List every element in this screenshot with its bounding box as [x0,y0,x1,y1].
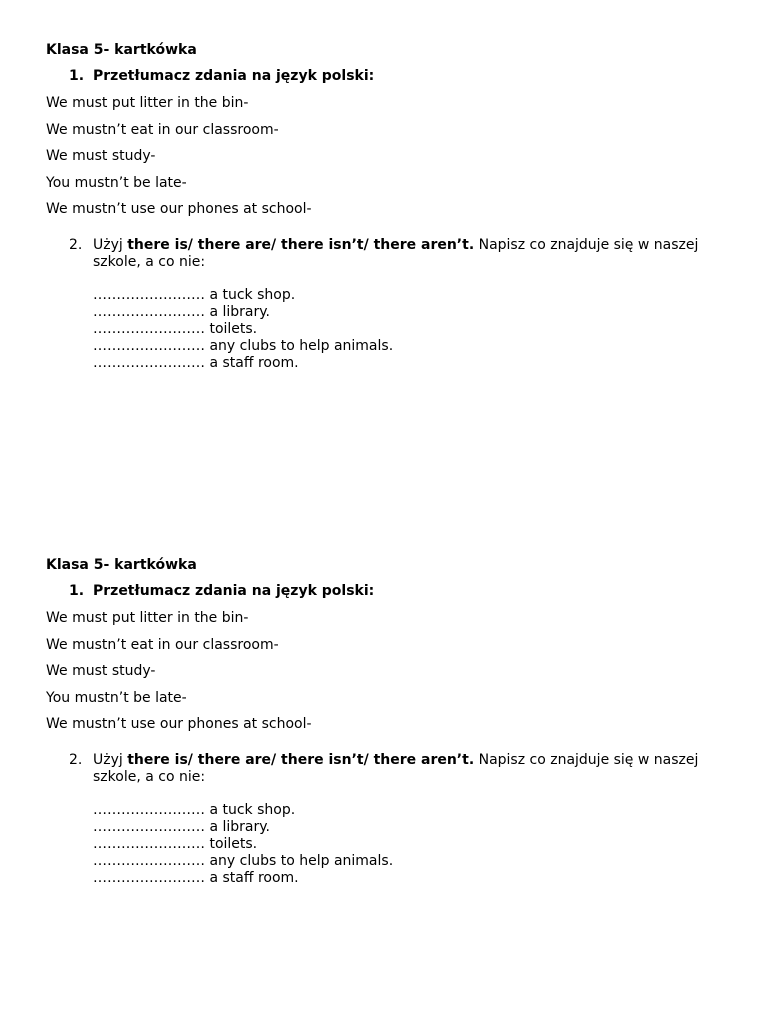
quiz-sheet-bottom [46,557,726,887]
sheet-title: Klasa 5- kartkówka [46,557,197,573]
fill-blank-item: …………………… toilets. [93,321,258,337]
question-2-number: 2. [69,752,83,768]
sheet-title: Klasa 5- kartkówka [46,42,197,58]
fill-blank-item: …………………… a library. [93,819,270,835]
question-1-number: 1. [69,68,85,84]
question-1 [69,68,726,85]
question-2-suffix: Napisz co znajduje się w naszej szkole, a co nie: [93,237,699,270]
question-2-prefix: Użyj [93,752,128,768]
question-2-number: 2. [69,237,83,253]
fill-blank-item: …………………… any clubs to help animals. [93,338,394,354]
quiz-sheet-top [46,42,726,372]
sentence-item: You mustn’t be late- [46,174,187,191]
sentence-item: We mustn’t use our phones at school- [46,201,312,217]
fill-blank-item: …………………… a staff room. [93,355,299,371]
sentence-item: We mustn’t eat in our classroom- [46,121,279,138]
question-2-prompt [93,237,713,271]
fill-blank-item: …………………… a tuck shop. [93,287,296,303]
sentence-item: We mustn’t use our phones at school- [46,716,312,732]
question-1-number: 1. [69,583,85,599]
sentence-item: We must put litter in the bin- [46,610,249,626]
sentence-item: You mustn’t be late- [46,689,187,706]
question-2-prompt [93,752,713,786]
question-2 [69,752,726,786]
sentence-item: We mustn’t eat in our classroom- [46,636,279,653]
question-2-keywords: there is/ there are/ there isn’t/ there aren’t. [127,237,475,253]
sentence-item: We must study- [46,148,156,164]
fill-blank-list [93,802,726,887]
fill-blank-item: …………………… a staff room. [93,870,299,886]
question-2-suffix: Napisz co znajduje się w naszej szkole, a co nie: [93,752,699,785]
question-1-prompt: Przetłumacz zdania na język polski: [93,583,375,599]
sentence-item: We must put litter in the bin- [46,95,249,111]
question-1-prompt: Przetłumacz zdania na język polski: [93,68,375,84]
question-2-keywords: there is/ there are/ there isn’t/ there aren’t. [127,752,475,768]
question-2 [69,237,726,271]
fill-blank-item: …………………… a tuck shop. [93,802,296,818]
fill-blank-item: …………………… toilets. [93,836,258,852]
fill-blank-item: …………………… any clubs to help animals. [93,853,394,869]
question-2-prefix: Użyj [93,237,128,253]
fill-blank-item: …………………… a library. [93,304,270,320]
sentence-list [46,95,726,218]
question-1 [69,583,726,600]
fill-blank-list [93,287,726,372]
sentence-item: We must study- [46,663,156,679]
sentence-list [46,610,726,733]
